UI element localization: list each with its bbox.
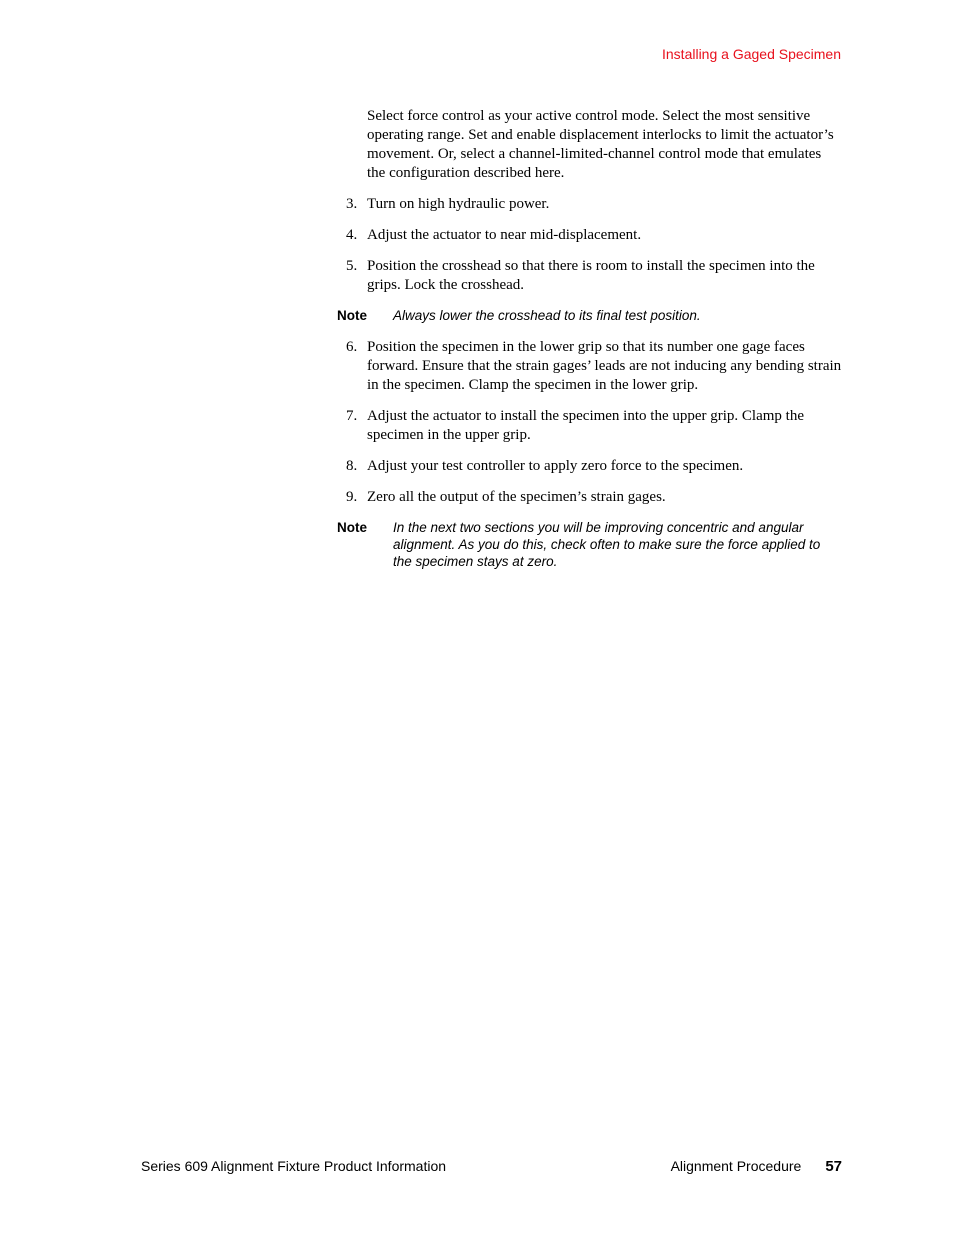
step-text: Position the crosshead so that there is room to install the specimen into the grips. Lock the crosshead. bbox=[367, 258, 815, 293]
footer-right bbox=[671, 1158, 842, 1175]
note-text: In the next two sections you will be improving concentric and angular alignment. As you do this, check often to make sure the force applied to the specimen stays at zero. bbox=[393, 520, 821, 569]
step-number: 7. bbox=[346, 408, 358, 424]
running-head-title: Installing a Gaged Specimen bbox=[662, 46, 841, 62]
step-number: 3. bbox=[346, 196, 358, 212]
step-text: Adjust the actuator to install the specimen into the upper grip. Clamp the specimen in the upper grip. bbox=[367, 408, 804, 443]
note-alignment bbox=[337, 519, 842, 570]
step-item bbox=[337, 407, 842, 445]
page-content bbox=[337, 107, 842, 584]
step-item bbox=[337, 226, 842, 245]
step-item bbox=[337, 257, 842, 295]
note-label: Note bbox=[337, 520, 367, 535]
step-text: Adjust your test controller to apply zero force to the specimen. bbox=[367, 458, 744, 474]
step-number: 4. bbox=[346, 227, 358, 243]
page-footer bbox=[141, 1158, 842, 1175]
page-number: 57 bbox=[825, 1158, 842, 1175]
note-label: Note bbox=[337, 308, 367, 323]
note-text: Always lower the crosshead to its final test position. bbox=[393, 308, 701, 323]
step-text: Zero all the output of the specimen’s strain gages. bbox=[367, 489, 666, 505]
footer-section-title: Alignment Procedure bbox=[670, 1158, 802, 1174]
step-item bbox=[337, 195, 842, 214]
step-item bbox=[337, 338, 842, 395]
footer-document-title: Series 609 Alignment Fixture Product Information bbox=[141, 1158, 447, 1174]
step-text: Adjust the actuator to near mid-displacement. bbox=[367, 227, 642, 243]
step-item bbox=[337, 488, 842, 507]
note-crosshead bbox=[337, 307, 842, 324]
step-number: 8. bbox=[346, 458, 358, 474]
step-number: 5. bbox=[346, 258, 358, 274]
intro-paragraph: Select force control as your active control mode. Select the most sensitive operating range. Set and enable displacement interlocks to limit the actuator’s movement. Or, select a channel-limited-channel control mode that emulates the configuration described here. bbox=[367, 108, 834, 181]
step-number: 6. bbox=[346, 339, 358, 355]
step-text: Position the specimen in the lower grip so that its number one gage faces forward. Ensure that the strain gages’ leads are not inducing any bending strain in the specimen. Clamp the specimen in the lower grip. bbox=[367, 339, 842, 393]
step-text: Turn on high hydraulic power. bbox=[367, 196, 550, 212]
step-number: 9. bbox=[346, 489, 358, 505]
step-item bbox=[337, 457, 842, 476]
